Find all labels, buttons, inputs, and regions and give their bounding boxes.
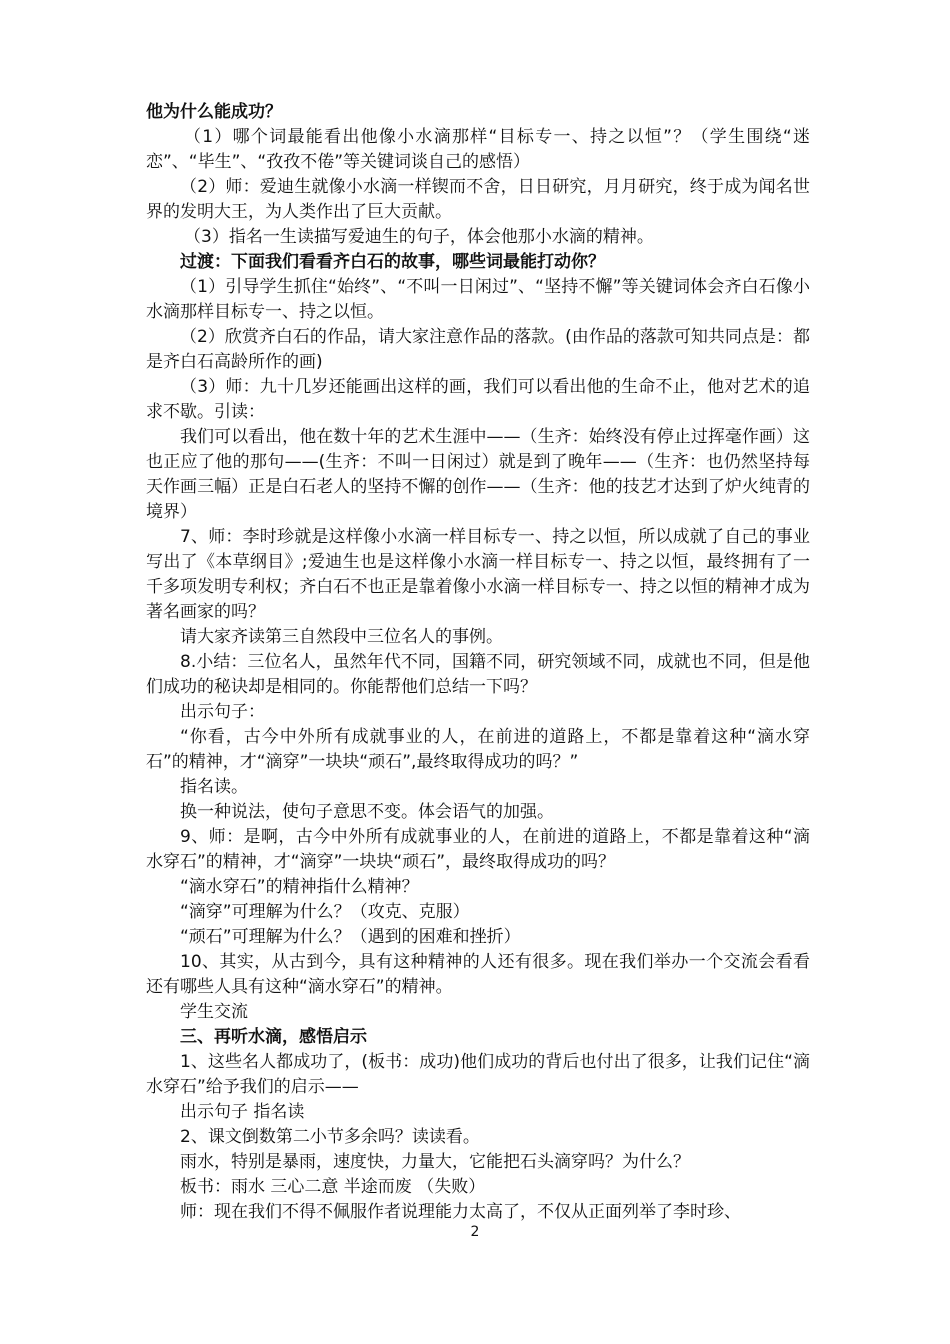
paragraph: 请大家齐读第三自然段中三位名人的事例。 <box>180 627 503 647</box>
paragraph: 学生交流 <box>180 1002 248 1022</box>
document-body <box>146 100 810 1225</box>
paragraph: “你看，古今中外所有成就事业的人，在前进的道路上，不都是靠着这种“滴水穿石”的精神，才“滴穿”一块块“顽石”,最终取得成功的吗？” <box>146 727 810 772</box>
section-heading: 他为什么能成功？ <box>146 102 282 122</box>
paragraph: （2）欣赏齐白石的作品，请大家注意作品的落款。(由作品的落款可知共同点是：都是齐白石高龄所作的画) <box>146 327 810 372</box>
section-heading: 三、再听水滴，感悟启示 <box>180 1027 367 1047</box>
paragraph: 雨水，特别是暴雨，速度快，力量大，它能把石头滴穿吗？为什么？ <box>180 1152 690 1172</box>
section-heading: 过渡：下面我们看看齐白石的故事，哪些词最能打动你？ <box>180 252 605 272</box>
paragraph: 师：现在我们不得不佩服作者说理能力太高了，不仅从正面列举了李时珍、 <box>180 1202 741 1222</box>
paragraph: 8.小结：三位名人，虽然年代不同，国籍不同，研究领域不同，成就也不同，但是他们成功的秘诀却是相同的。你能帮他们总结一下吗？ <box>146 652 810 697</box>
paragraph: 1、这些名人都成功了，(板书：成功)他们成功的背后也付出了很多，让我们记住“滴水穿石”给予我们的启示—— <box>146 1052 810 1097</box>
paragraph: 7、师：李时珍就是这样像小水滴一样目标专一、持之以恒，所以成就了自己的事业写出了《本草纲目》;爱迪生也是这样像小水滴一样目标专一、持之以恒，最终拥有了一千多项发明专利权；齐白石不也正是靠着像小水滴一样目标专一、持之以恒的精神才成为著名画家的吗？ <box>146 527 810 622</box>
paragraph: 出示句子： <box>180 702 265 722</box>
paragraph: 板书：雨水 三心二意 半途而废 （失败） <box>180 1177 486 1197</box>
paragraph: 9、师：是啊，古今中外所有成就事业的人，在前进的道路上，不都是靠着这种“滴水穿石”的精神，才“滴穿”一块块“顽石”，最终取得成功的吗？ <box>146 827 810 872</box>
paragraph: （2）师：爱迪生就像小水滴一样锲而不舍，日日研究，月月研究，终于成为闻名世界的发明大王，为人类作出了巨大贡献。 <box>146 177 810 222</box>
paragraph: “滴穿”可理解为什么？（攻克、克服） <box>180 902 470 922</box>
paragraph: 2、课文倒数第二小节多余吗？读读看。 <box>180 1127 480 1147</box>
paragraph: 换一种说法，使句子意思不变。体会语气的加强。 <box>180 802 554 822</box>
paragraph: （1）引导学生抓住“始终”、“不叫一日闲过”、“坚持不懈”等关键词体会齐白石像小水滴那样目标专一、持之以恒。 <box>146 277 810 322</box>
paragraph: “顽石”可理解为什么？（遇到的困难和挫折） <box>180 927 521 947</box>
paragraph: 出示句子 指名读 <box>180 1102 305 1122</box>
paragraph: （1）哪个词最能看出他像小水滴那样“目标专一、持之以恒”？（学生围绕“迷恋”、“毕生”、“孜孜不倦”等关键词谈自己的感悟） <box>146 127 810 172</box>
paragraph: 我们可以看出，他在数十年的艺术生涯中——（生齐：始终没有停止过挥毫作画）这也正应了他的那句——(生齐：不叫一日闲过）就是到了晚年——（生齐：也仍然坚持每天作画三幅）正是白石老人的坚持不懈的创作——（生齐：他的技艺才达到了炉火纯青的境界） <box>146 427 810 522</box>
page-number: 2 <box>470 1224 480 1240</box>
paragraph: “滴水穿石”的精神指什么精神？ <box>180 877 419 897</box>
paragraph: （3）指名一生读描写爱迪生的句子，体会他那小水滴的精神。 <box>184 227 654 247</box>
paragraph: 10、其实，从古到今，具有这种精神的人还有很多。现在我们举办一个交流会看看还有哪些人具有这种“滴水穿石”的精神。 <box>146 952 810 997</box>
paragraph: （3）师：九十几岁还能画出这样的画，我们可以看出他的生命不止，他对艺术的追求不歇。引读： <box>146 377 810 422</box>
paragraph: 指名读。 <box>180 777 248 797</box>
